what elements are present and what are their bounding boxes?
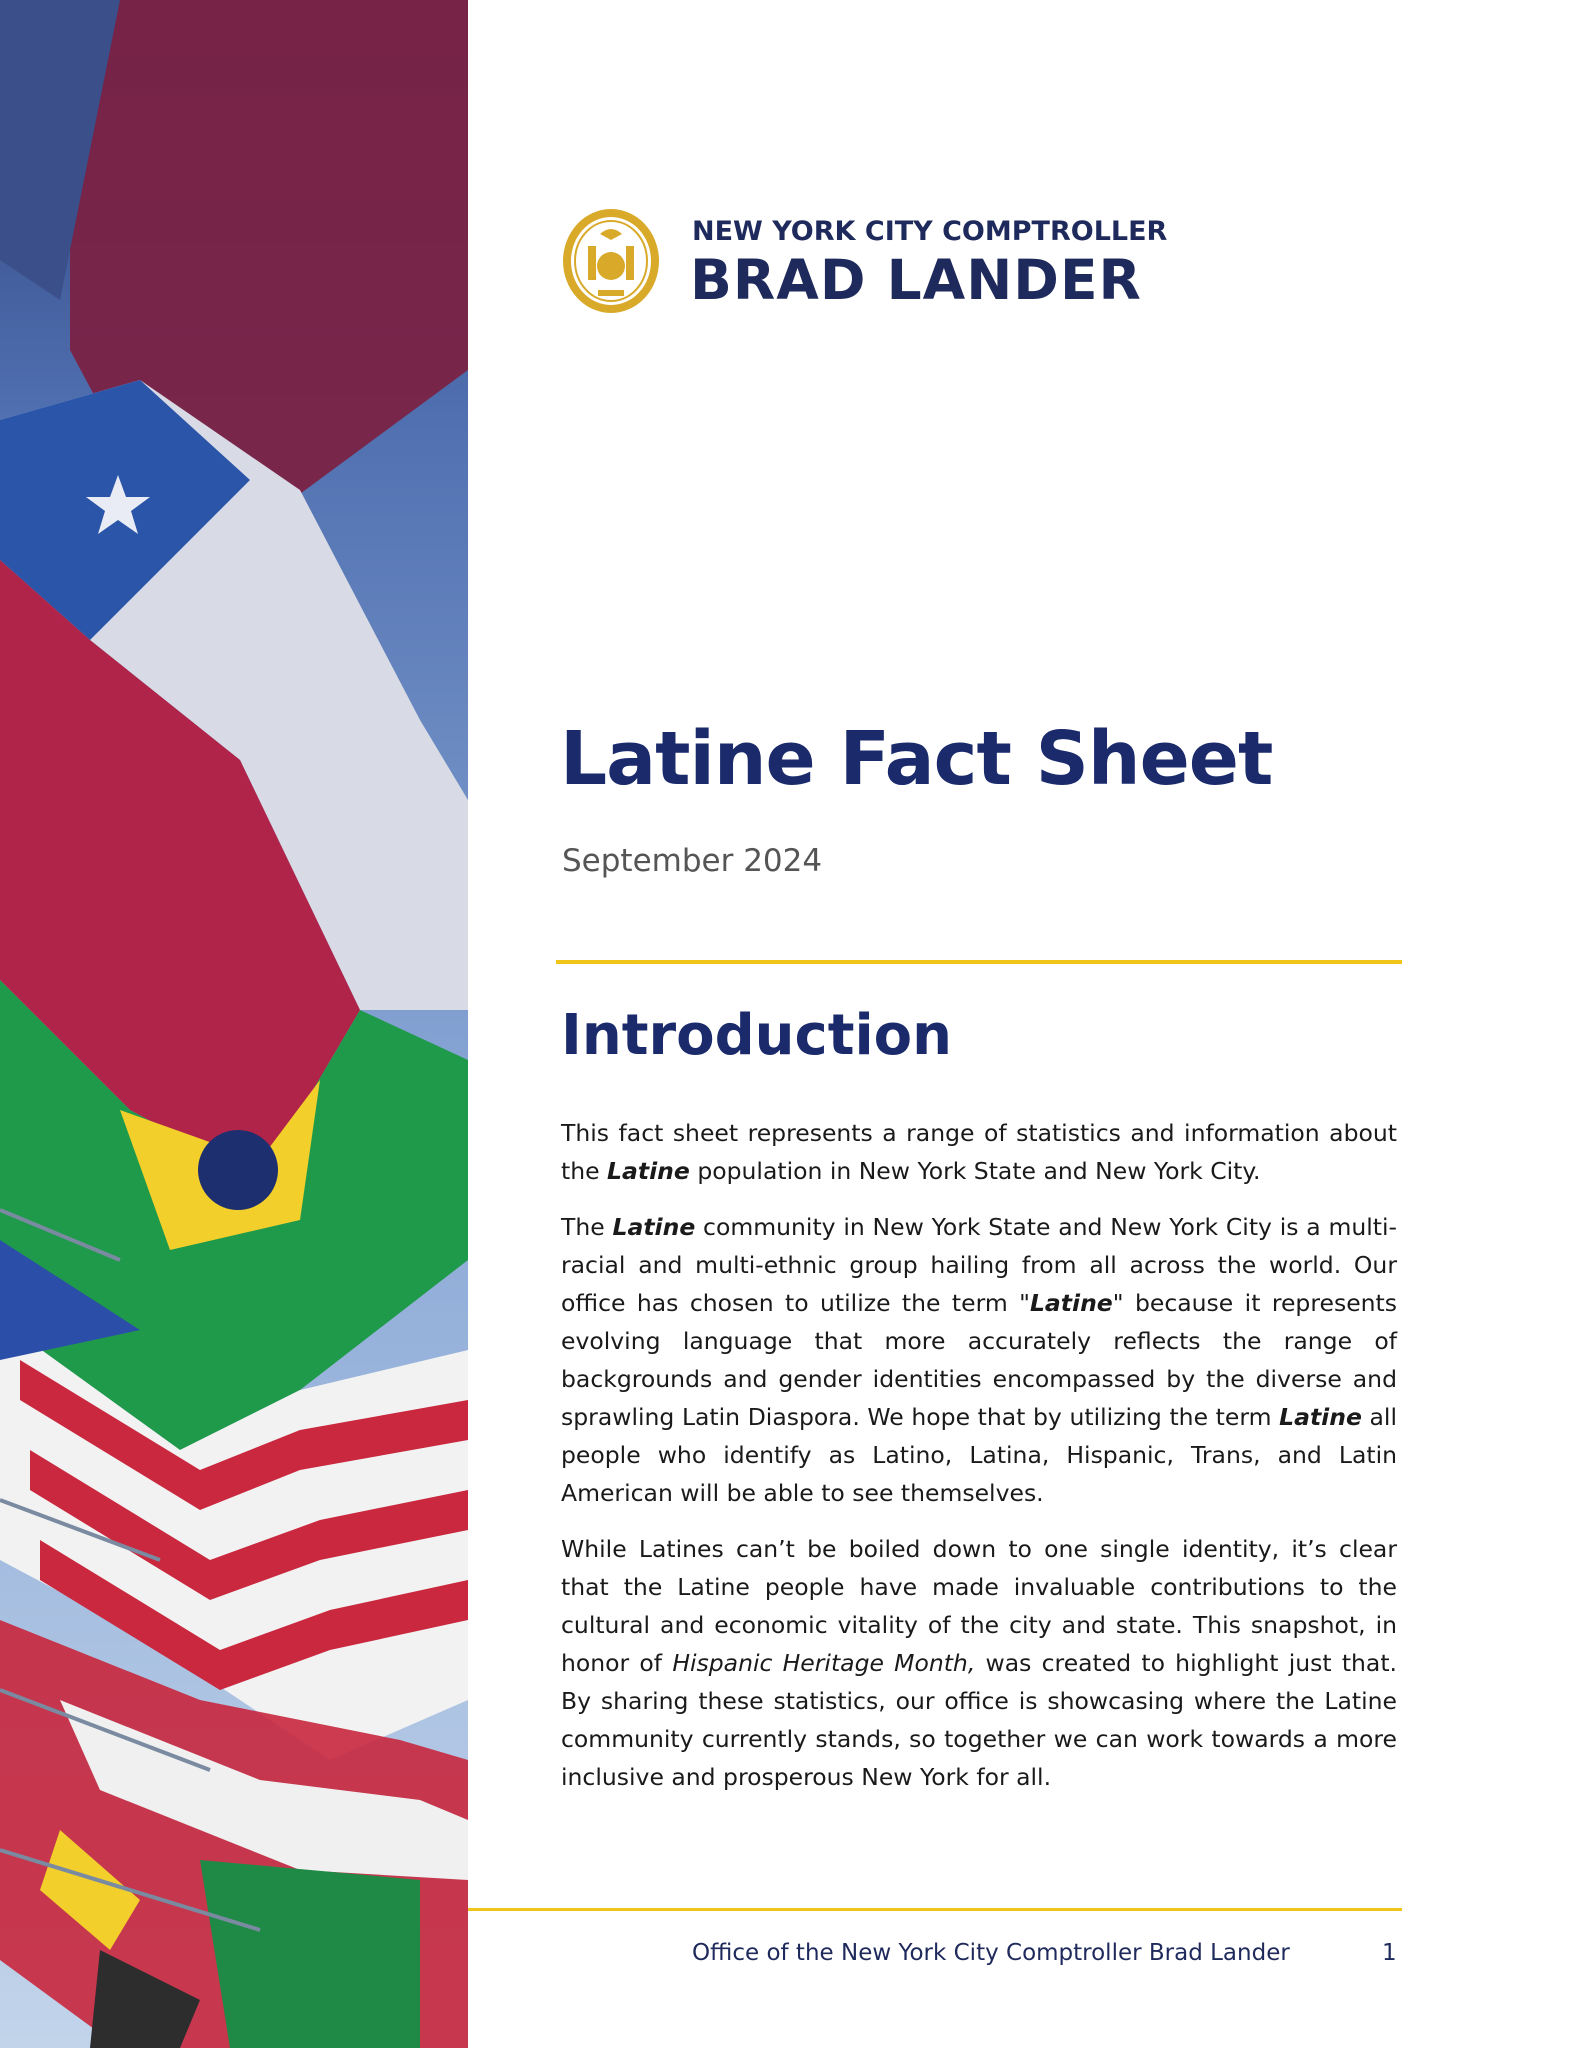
nyc-seal-icon	[560, 206, 662, 316]
divider-footer	[468, 1908, 1402, 1911]
paragraph-2: The Latine community in New York State and New York City is a multi-racial and multi-ethnic group hailing from all across the world. Our office has chosen to utilize the term "Latine" because it represents evolving language that more accurately reflects the range of backgrounds and gender identities encompassed by the diverse and sprawling Latin Diaspora. We hope that by utilizing the term Latine all people who identify as Latino, Latina, Hispanic, Trans, and Latin American will be able to see themselves.	[561, 1213, 1398, 1507]
flags-illustration	[0, 0, 468, 2048]
section-heading-introduction: Introduction	[561, 1003, 953, 1068]
office-line: NEW YORK CITY COMPTROLLER	[692, 216, 1168, 247]
page-title: Latine Fact Sheet	[560, 716, 1273, 802]
divider-top	[556, 960, 1402, 964]
footer-office-text: Office of the New York City Comptroller Brad Lander	[692, 1940, 1290, 1966]
paragraph-3: While Latines can’t be boiled down to one single identity, it’s clear that the Latine people have made invaluable contributions to the cultural and economic vitality of the city and state. This snapshot, in honor of Hispanic Heritage Month, was created to highlight just that. By sharing these statistics, our office is showcasing where the Latine community currently stands, so together we can work towards a more inclusive and prosperous New York for all.	[561, 1535, 1398, 1791]
page-number: 1	[1382, 1940, 1397, 1966]
publication-date: September 2024	[562, 843, 823, 879]
introduction-body	[561, 1114, 1397, 1814]
paragraph-1: This fact sheet represents a range of statistics and information about the Latine population in New York State and New York City.	[561, 1119, 1397, 1185]
flags-photo	[0, 0, 468, 2048]
comptroller-name: BRAD LANDER	[690, 248, 1142, 312]
